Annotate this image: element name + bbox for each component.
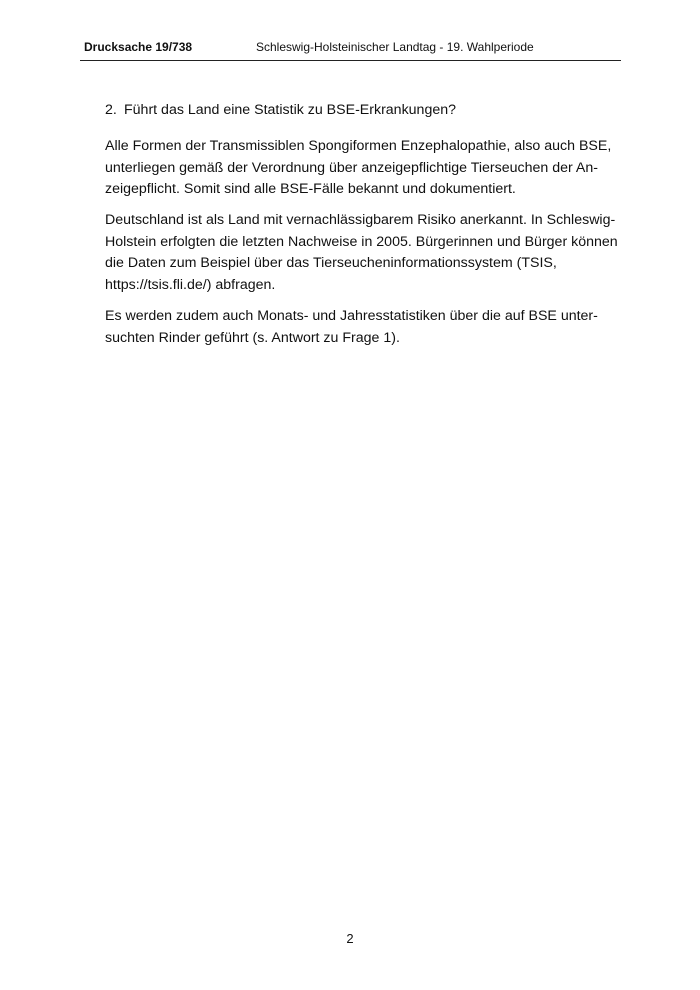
text-line: suchten Rinder geführt (s. Antwort zu Frage 1).: [105, 329, 400, 346]
answer-paragraph-3: [105, 306, 625, 349]
text-line: unterliegen gemäß der Verordnung über anzeigepflichtige Tierseuchen der An-: [105, 159, 598, 176]
text-line: die Daten zum Beispiel über das Tierseucheninformationssystem (TSIS,: [105, 255, 557, 271]
parliament-period: Schleswig-Holsteinischer Landtag - 19. Wahlperiode: [256, 40, 534, 54]
text-line: https://tsis.fli.de/) abfragen.: [105, 276, 276, 293]
page-header: [80, 40, 621, 61]
question-text: Führt das Land eine Statistik zu BSE-Erkrankungen?: [124, 102, 457, 118]
answer-paragraph-1: [105, 136, 625, 201]
text-line: Holstein erfolgten die letzten Nachweise in 2005. Bürgerinnen und Bürger können: [105, 233, 618, 250]
text-line: zeigepflicht. Somit sind alle BSE-Fälle bekannt und dokumentiert.: [105, 181, 516, 197]
document-number: Drucksache 19/738: [84, 40, 193, 54]
question: [105, 101, 456, 120]
text-line: Es werden zudem auch Monats- und Jahresstatistiken über die auf BSE unter-: [105, 308, 598, 324]
text-line: Alle Formen der Transmissiblen Spongiformen Enzephalopathie, also auch BSE,: [105, 138, 612, 154]
question-number: 2.: [105, 102, 117, 118]
text-line: Deutschland ist als Land mit vernachlässigbarem Risiko anerkannt. In Schleswig-: [105, 212, 616, 228]
page-number: 2: [346, 931, 354, 946]
answer-paragraph-2: [105, 210, 625, 296]
